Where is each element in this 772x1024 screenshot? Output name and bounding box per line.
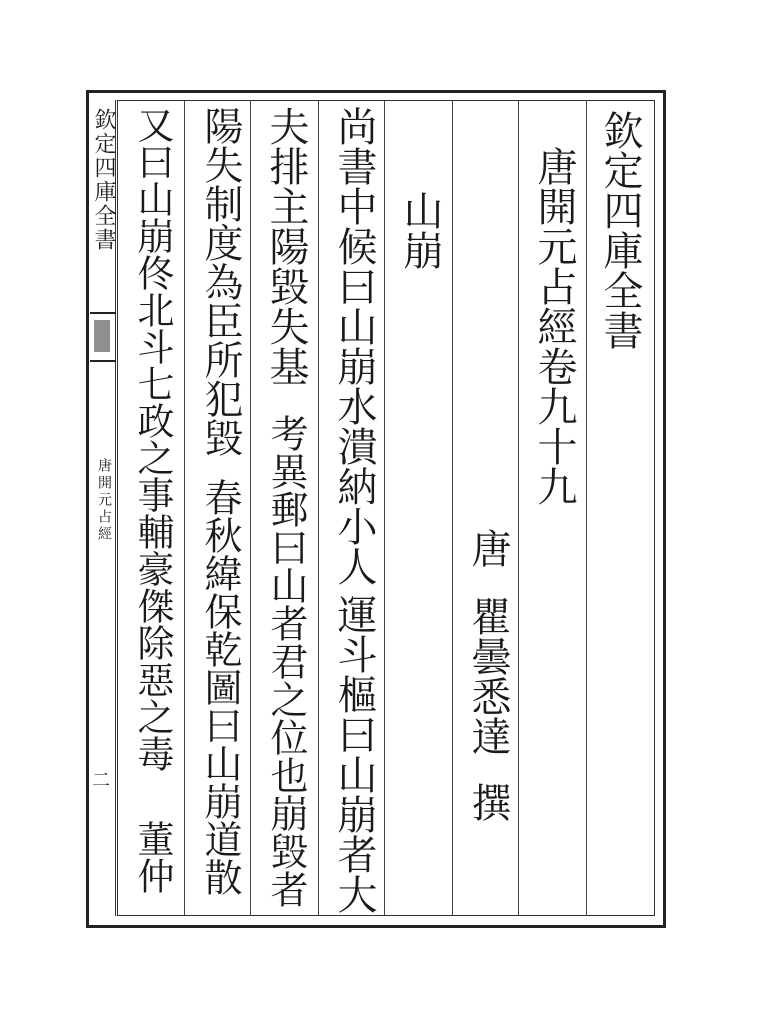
text-column-4b: 董仲 xyxy=(131,820,174,894)
author-dynasty: 唐 xyxy=(465,528,511,568)
text-column-3b: 春秋緯保乾圖曰山崩道散 xyxy=(198,478,242,896)
column-rule xyxy=(384,100,385,916)
text-column-1a: 尚書中候曰山崩水潰納小人 xyxy=(331,106,377,586)
text-column-2b: 考異郵曰山者君之位也崩毀者 xyxy=(264,414,308,908)
column-rule xyxy=(250,100,251,916)
text-column-2a: 夫排主陽毀失基 xyxy=(263,106,309,386)
text-column-4a: 又曰山崩佟北斗七政之事輔豪傑除惡之毒 xyxy=(131,106,174,772)
text-column-1b: 運斗樞曰山崩者大 xyxy=(331,594,377,914)
fish-tail-mark-icon xyxy=(90,312,116,362)
column-rule xyxy=(452,100,453,916)
margin-leaf-number: 二 xyxy=(89,770,110,788)
section-heading: 山崩 xyxy=(397,190,443,270)
column-rule xyxy=(184,100,185,916)
margin-book-title: 唐開元占經 xyxy=(96,458,112,543)
author-compiled: 撰 xyxy=(465,782,511,822)
series-title: 欽定四庫全書 xyxy=(597,110,643,350)
volume-title: 唐開元占經卷九十九 xyxy=(531,146,577,506)
text-column-3a: 陽失制度為臣所犯毀 xyxy=(198,106,243,457)
column-rule xyxy=(586,100,587,916)
author-name: 瞿曇悉達 xyxy=(465,596,511,756)
column-rule xyxy=(518,100,519,916)
column-rule xyxy=(318,100,319,916)
margin-series-title: 欽定四庫全書 xyxy=(91,108,116,252)
